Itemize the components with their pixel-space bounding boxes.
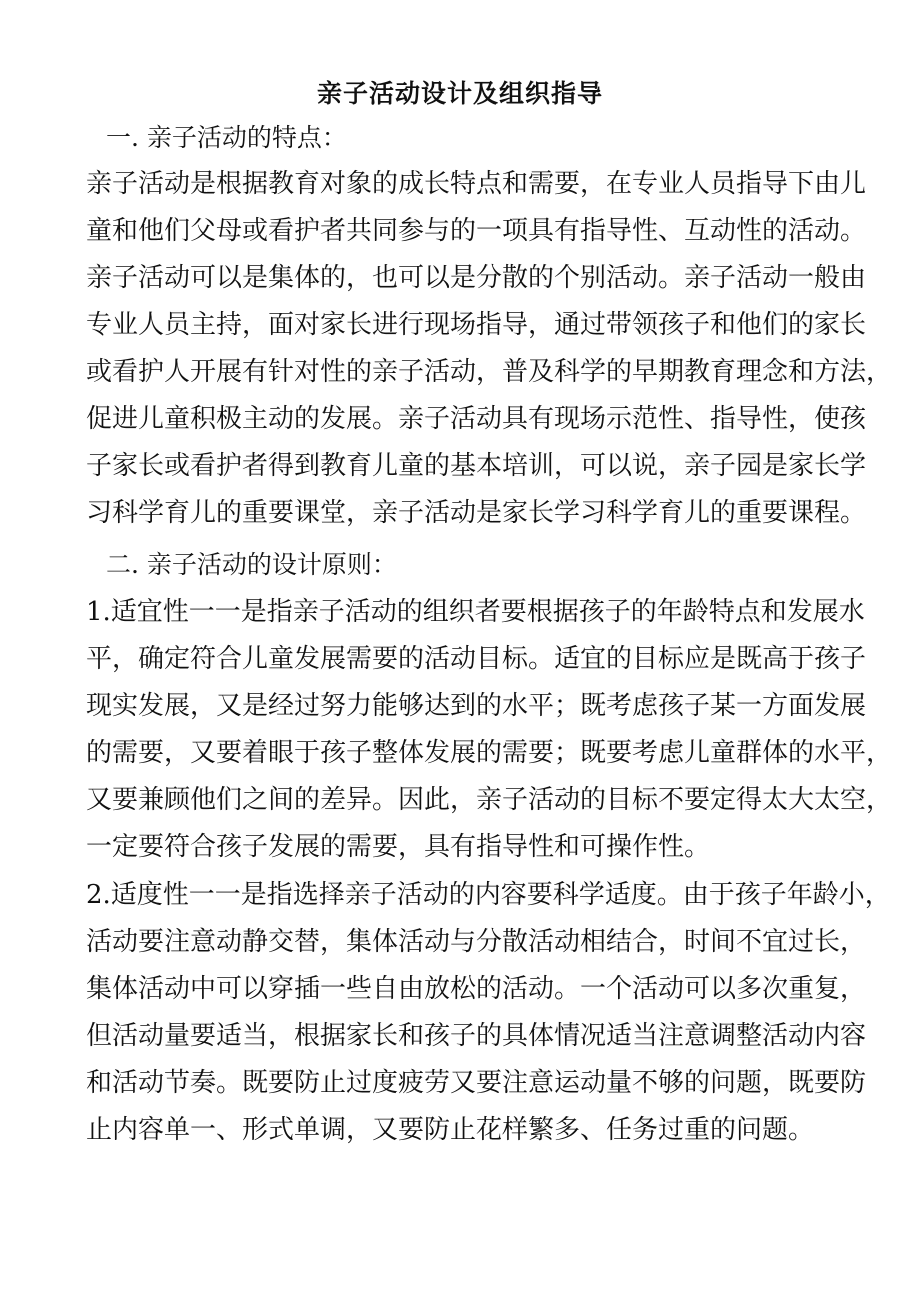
paragraph-line: 亲子活动是根据教育对象的成长特点和需要，在专业人员指导下由儿	[86, 169, 867, 199]
paragraph-line: 集体活动中可以穿插一些自由放松的活动。一个活动可以多次重复，	[86, 974, 867, 1004]
paragraph-line: 专业人员主持，面对家长进行现场指导，通过带领孩子和他们的家长	[86, 310, 867, 340]
paragraph-line: 活动要注意动静交替，集体活动与分散活动相结合，时间不宜过长，	[86, 927, 867, 957]
paragraph-line: 一定要符合孩子发展的需要，具有指导性和可操作性。	[86, 832, 711, 862]
paragraph-line: 童和他们父母或看护者共同参与的一项具有指导性、互动性的活动。	[86, 216, 867, 246]
document-title: 亲子活动设计及组织指导	[316, 79, 603, 108]
paragraph-line: 子家长或看护者得到教育儿童的基本培训，可以说，亲子园是家长学	[86, 451, 867, 481]
paragraph-line: 或看护人开展有针对性的亲子活动，普及科学的早期教育理念和方法，	[86, 357, 893, 387]
paragraph-line: 止内容单一、形式单调，又要防止花样繁多、任务过重的问题。	[86, 1115, 815, 1145]
paragraph-line: 亲子活动可以是集体的，也可以是分散的个别活动。亲子活动一般由	[86, 263, 867, 293]
paragraph-line: 和活动节奏。既要防止过度疲劳又要注意运动量不够的问题，既要防	[86, 1068, 867, 1098]
section-heading-characteristics: 一. 亲子活动的特点：	[106, 123, 347, 152]
paragraph-line: 但活动量要适当，根据家长和孩子的具体情况适当注意调整活动内容	[86, 1021, 867, 1051]
paragraph-line: 现实发展，又是经过努力能够达到的水平；既考虑孩子某一方面发展	[86, 691, 867, 721]
paragraph-line: 又要兼顾他们之间的差异。因此，亲子活动的目标不要定得太大太空，	[86, 785, 893, 815]
paragraph-line: 1.适宜性一一是指亲子活动的组织者要根据孩子的年龄特点和发展水	[86, 597, 865, 627]
section-heading-design-principles: 二. 亲子活动的设计原则：	[106, 550, 397, 579]
paragraph-line: 促进儿童积极主动的发展。亲子活动具有现场示范性、指导性，使孩	[86, 404, 867, 434]
paragraph-line: 平，确定符合儿童发展需要的活动目标。适宜的目标应是既高于孩子	[86, 644, 867, 674]
paragraph-line: 习科学育儿的重要课堂，亲子活动是家长学习科学育儿的重要课程。	[86, 498, 867, 528]
paragraph-line: 的需要，又要着眼于孩子整体发展的需要；既要考虑儿童群体的水平，	[86, 738, 893, 768]
paragraph-line: 2.适度性一一是指选择亲子活动的内容要科学适度。由于孩子年龄小，	[86, 880, 891, 910]
